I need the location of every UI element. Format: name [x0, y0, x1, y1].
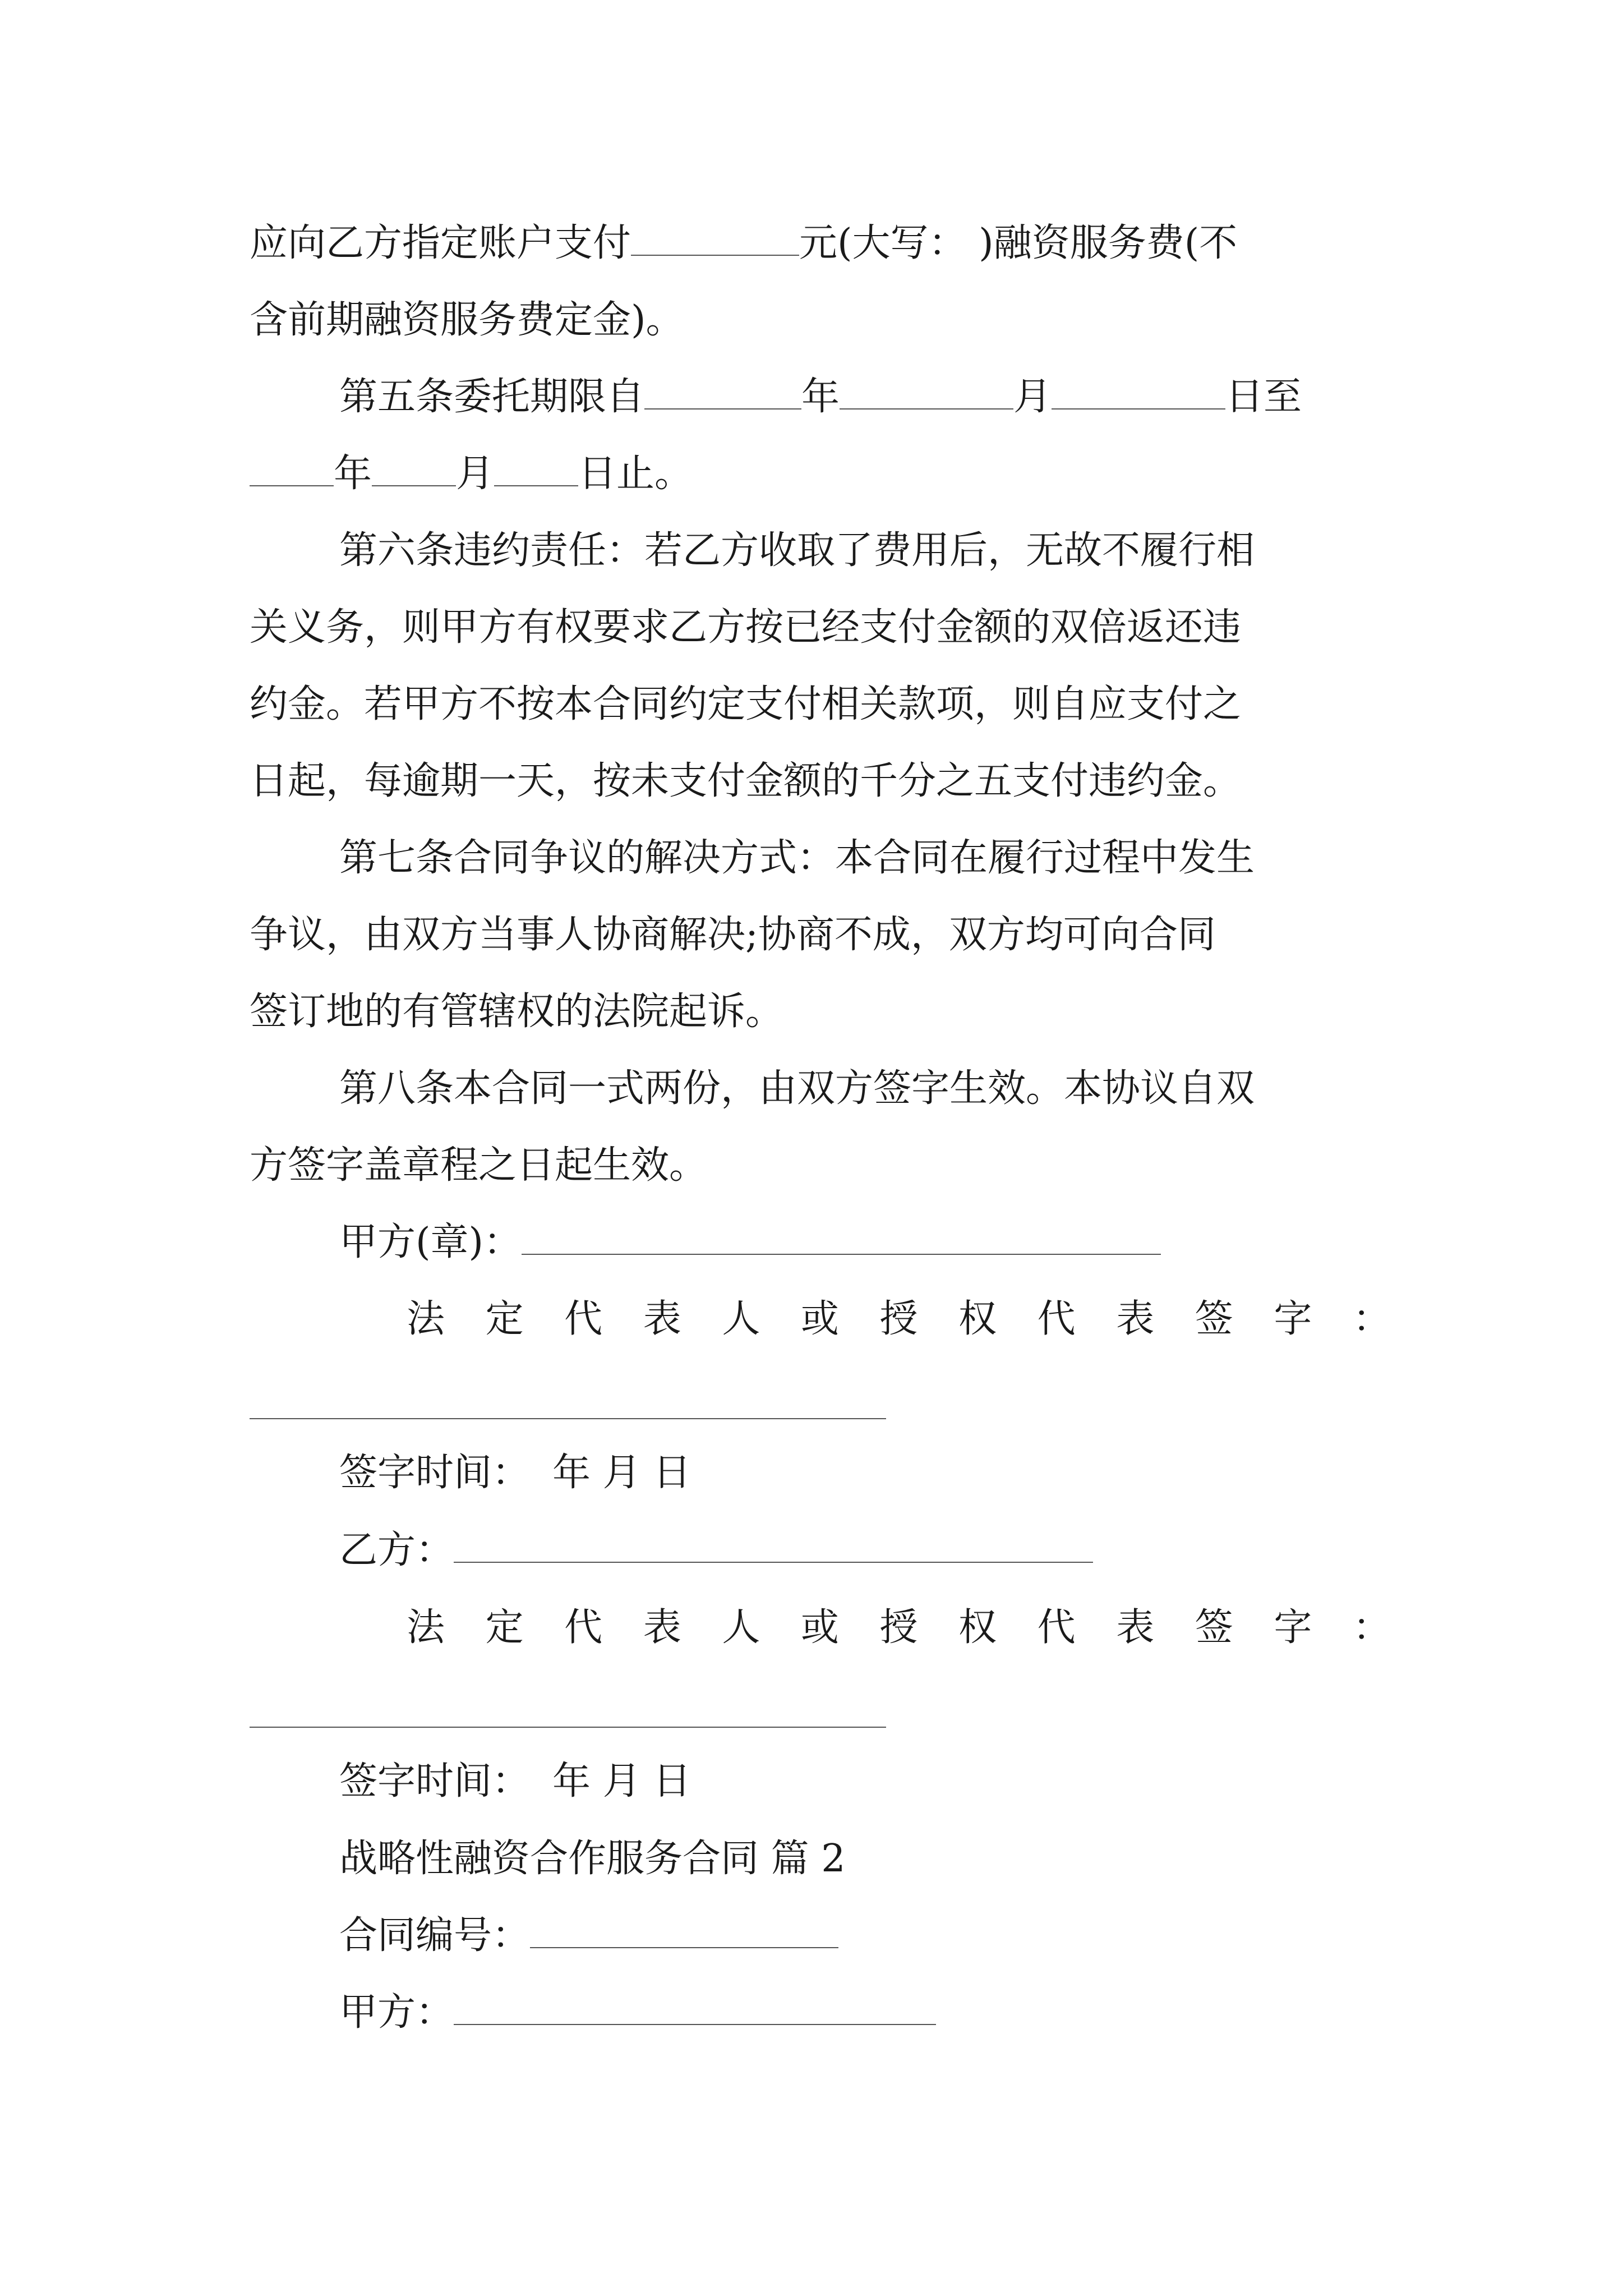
- party-a-label: 甲方：: [339, 1990, 454, 2035]
- article-8-line-2: 方签字盖章程之日起生效。: [250, 1143, 708, 1188]
- article-7-line-1: 第七条合同争议的解决方式：本合同在履行过程中发生: [339, 836, 1255, 880]
- article-7-line-3: 签订地的有管辖权的法院起诉。: [250, 990, 784, 1034]
- start-day-blank: [1052, 379, 1225, 409]
- party-a-seal-line: [339, 1220, 1161, 1264]
- party-a-seal-blank: [522, 1225, 1161, 1255]
- section-2-title: 战略性融资合作服务合同 篇 2: [339, 1837, 846, 1881]
- article-6-line-1: 第六条违约责任：若乙方收取了费用后，无故不履行相: [339, 528, 1255, 573]
- party-b-line: [339, 1528, 1093, 1572]
- party-b-blank: [454, 1533, 1093, 1563]
- payment-line: [250, 221, 1238, 265]
- article-5-line-1: 第五条委托期限自 年 月 日至: [339, 375, 1302, 419]
- rep-signature-blank-a: [250, 1418, 886, 1419]
- article-6-line-2: 关义务，则甲方有权要求乙方按已经支付金额的双倍返还违: [250, 605, 1242, 650]
- sign-time-b: 签字时间： 年 月 日: [339, 1759, 691, 1803]
- end-month-blank: [372, 456, 456, 486]
- article-8-line-1: 第八条本合同一式两份，由双方签字生效。本协议自双: [339, 1066, 1255, 1111]
- article-5-line-2: 年 月 日止。: [250, 455, 693, 493]
- payment-line-2: 含前期融资服务费定金)。: [250, 298, 684, 342]
- contract-number-label: 合同编号：: [339, 1913, 531, 1958]
- article-6-line-4: 日起，每逾期一天，按未支付金额的千分之五支付违约金。: [250, 759, 1242, 803]
- party-b-label: 乙方：: [339, 1528, 454, 1572]
- start-year-blank: [644, 379, 801, 409]
- party-a-line: [339, 1990, 936, 2035]
- payment-text: 应向乙方指定账户支付: [250, 221, 631, 265]
- amount-blank: [631, 226, 799, 256]
- party-a-seal-label: 甲方(章)：: [339, 1220, 522, 1264]
- article-6-line-3: 约金。若甲方不按本合同约定支付相关款项，则自应支付之: [250, 682, 1242, 726]
- end-year-blank: [250, 456, 334, 486]
- rep-signature-label-b: 法 定 代 表 人 或 授 权 代 表 签 字 ：: [407, 1605, 1391, 1650]
- rep-signature-blank-b: [250, 1727, 886, 1728]
- contract-number-blank: [530, 1918, 838, 1948]
- rep-signature-label-a: 法 定 代 表 人 或 授 权 代 表 签 字 ：: [407, 1297, 1391, 1341]
- party-a-blank: [454, 1995, 936, 2025]
- contract-number-line: [339, 1913, 838, 1958]
- sign-time-a: 签字时间： 年 月 日: [339, 1451, 691, 1495]
- end-day-blank: [494, 456, 578, 486]
- start-month-blank: [840, 379, 1013, 409]
- payment-text-cont: 元(大写： )融资服务费(不: [799, 221, 1238, 265]
- article-7-line-2: 争议，由双方当事人协商解决;协商不成，双方均可向合同: [250, 913, 1216, 957]
